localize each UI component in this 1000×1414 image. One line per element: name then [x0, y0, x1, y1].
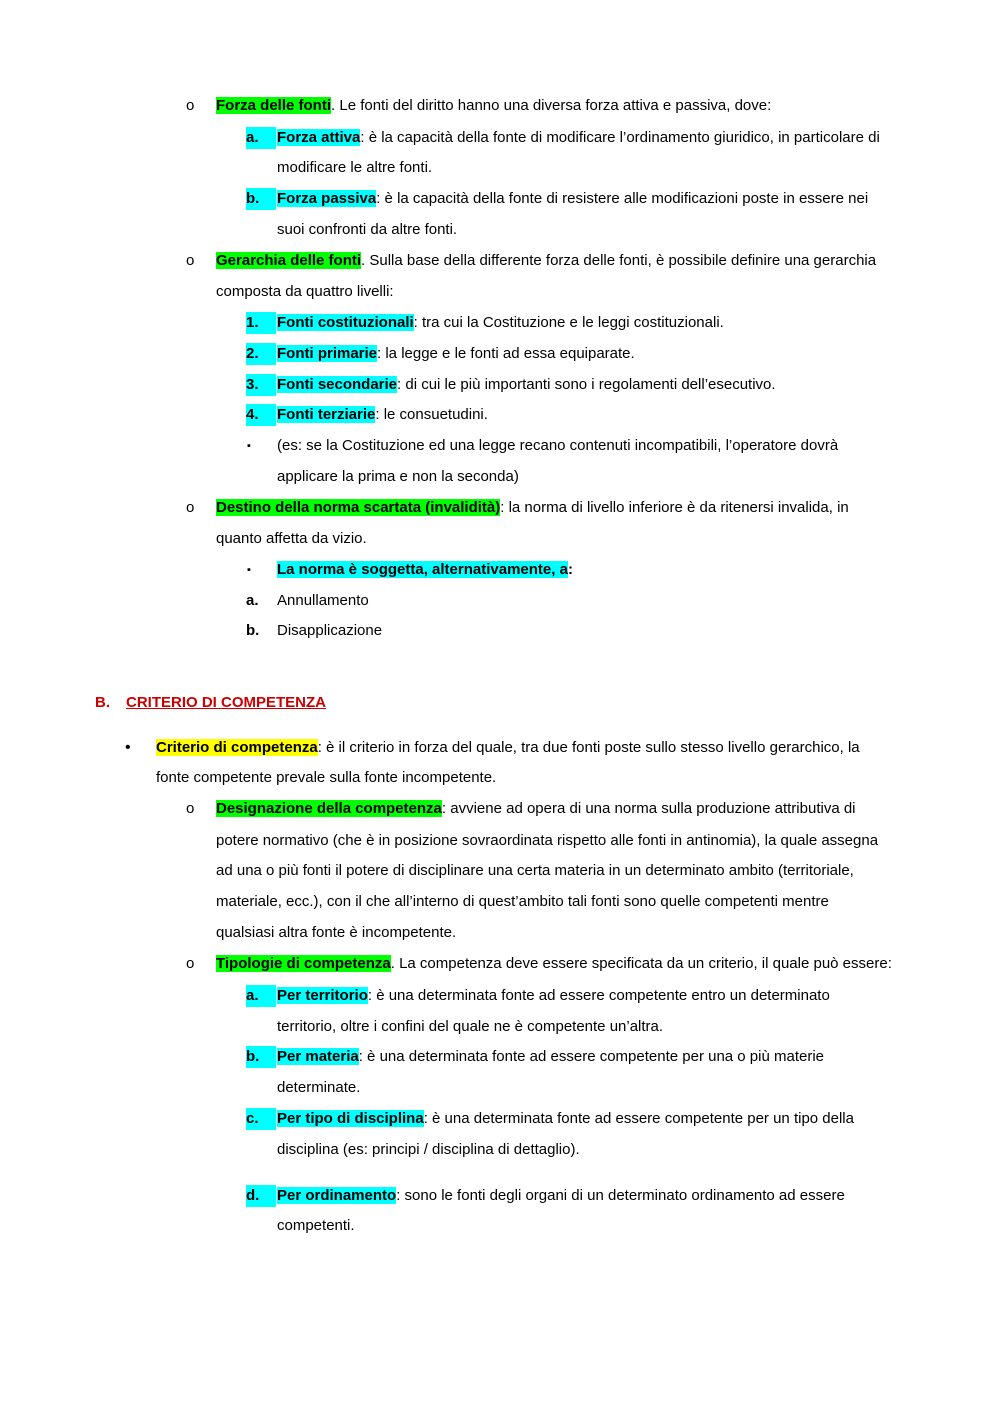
- list-marker: o: [186, 800, 195, 817]
- highlighted-term: Designazione della competenza: [216, 800, 442, 817]
- section-heading-title: CRITERIO DI COMPETENZA: [126, 694, 327, 711]
- list-item: Fonti terziarie: le consuetudini.: [277, 406, 488, 423]
- bullet-icon: •: [125, 739, 131, 756]
- section-heading: B.: [95, 694, 110, 711]
- highlighted-term: Gerarchia delle fonti: [216, 252, 362, 269]
- list-item: Disapplicazione: [277, 622, 383, 639]
- text-line: materiale, ecc.), con il che all’interno di quest’ambito tali fonti sono quelle competenti mentre: [216, 893, 829, 910]
- list-marker: o: [186, 97, 195, 114]
- list-item: Per tipo di disciplina: è una determinata fonte ad essere competente per un tipo della: [277, 1110, 854, 1127]
- list-item: Per materia: è una determinata fonte ad essere competente per una o più materie: [277, 1048, 825, 1065]
- list-item: Fonti costituzionali: tra cui la Costituzione e le leggi costituzionali.: [277, 314, 724, 331]
- list-marker: a.: [246, 127, 276, 149]
- text-line: quanto affetta da vizio.: [216, 530, 367, 547]
- list-item: Fonti secondarie: di cui le più importanti sono i regolamenti dell’esecutivo.: [277, 376, 776, 393]
- list-item: Destino della norma scartata (invalidità): la norma di livello inferiore è da ritenersi invalida, in: [216, 499, 849, 516]
- list-item: Gerarchia delle fonti. Sulla base della differente forza delle fonti, è possibile definire una gerarchia: [216, 252, 877, 269]
- list-item: Per territorio: è una determinata fonte ad essere competente entro un determinato: [277, 987, 830, 1004]
- highlighted-term: Criterio di competenza: [156, 739, 318, 756]
- text-line: (es: se la Costituzione ed una legge recano contenuti incompatibili, l’operatore dovrà: [277, 437, 839, 454]
- text-line: ad una o più fonti il potere di disciplinare una certa materia in un determinato ambito (territoriale,: [216, 862, 854, 879]
- list-marker: o: [186, 252, 195, 269]
- square-bullet-icon: ▪: [247, 564, 251, 576]
- list-marker: d.: [246, 1185, 276, 1207]
- highlighted-term: Per territorio: [277, 987, 368, 1004]
- highlighted-term: Per materia: [277, 1048, 359, 1065]
- list-marker: a.: [246, 592, 259, 609]
- highlighted-term: Per ordinamento: [277, 1187, 397, 1204]
- text-line: composta da quattro livelli:: [216, 283, 394, 300]
- text-line: disciplina (es: principi / disciplina di dettaglio).: [277, 1141, 580, 1158]
- list-marker: 4.: [246, 404, 276, 426]
- list-marker: c.: [246, 1108, 276, 1130]
- highlighted-term: Forza attiva: [277, 129, 361, 146]
- square-bullet-icon: ▪: [247, 440, 251, 452]
- highlighted-term: Fonti terziarie: [277, 406, 376, 423]
- highlighted-term: Forza passiva: [277, 190, 377, 207]
- list-item: Per ordinamento: sono le fonti degli organi di un determinato ordinamento ad essere: [277, 1187, 845, 1204]
- highlighted-term: Fonti primarie: [277, 345, 378, 362]
- list-marker: 1.: [246, 312, 276, 334]
- text-line: determinate.: [277, 1079, 361, 1096]
- list-marker: 3.: [246, 374, 276, 396]
- list-item: Forza delle fonti. Le fonti del diritto hanno una diversa forza attiva e passiva, dove:: [216, 97, 772, 114]
- list-marker: b.: [246, 622, 260, 639]
- highlighted-term: Forza delle fonti: [216, 97, 332, 114]
- text-line: qualsiasi altra fonte è incompetente.: [216, 924, 457, 941]
- list-marker: 2.: [246, 343, 276, 365]
- list-item: Forza attiva: è la capacità della fonte di modificare l’ordinamento giuridico, in particolare di: [277, 129, 880, 146]
- highlighted-term: Destino della norma scartata (invalidità): [216, 499, 501, 516]
- text-line: competenti.: [277, 1217, 355, 1234]
- list-item: Criterio di competenza: è il criterio in forza del quale, tra due fonti poste sullo stesso livello gerarchico, la: [156, 739, 860, 756]
- list-item: Annullamento: [277, 592, 369, 609]
- highlighted-term: Fonti secondarie: [277, 376, 398, 393]
- highlighted-term: Fonti costituzionali: [277, 314, 414, 331]
- list-marker: a.: [246, 985, 276, 1007]
- list-marker: b.: [246, 188, 276, 210]
- text-line: potere normativo (che è in posizione sovraordinata rispetto alle fonti in antinomia), la quale assegna: [216, 832, 879, 849]
- list-marker: o: [186, 955, 195, 972]
- list-marker: o: [186, 499, 195, 516]
- text-line: suoi confronti da altre fonti.: [277, 221, 458, 238]
- text-line: fonte competente prevale sulla fonte incompetente.: [156, 769, 497, 786]
- list-item: Designazione della competenza: avviene ad opera di una norma sulla produzione attributiva di: [216, 800, 856, 817]
- list-item: La norma è soggetta, alternativamente, a:: [277, 561, 573, 578]
- list-item: Tipologie di competenza. La competenza deve essere specificata da un criterio, il quale può essere:: [216, 955, 892, 972]
- text-line: territorio, oltre i confini del quale ne è competente un’altra.: [277, 1018, 664, 1035]
- highlighted-term: La norma è soggetta, alternativamente, a: [277, 561, 568, 578]
- text-line: applicare la prima e non la seconda): [277, 468, 519, 485]
- list-item: Forza passiva: è la capacità della fonte di resistere alle modificazioni poste in essere nei: [277, 190, 869, 207]
- highlighted-term: Tipologie di competenza: [216, 955, 391, 972]
- list-item: Fonti primarie: la legge e le fonti ad essa equiparate.: [277, 345, 635, 362]
- text-line: modificare le altre fonti.: [277, 159, 433, 176]
- list-marker: b.: [246, 1046, 276, 1068]
- highlighted-term: Per tipo di disciplina: [277, 1110, 424, 1127]
